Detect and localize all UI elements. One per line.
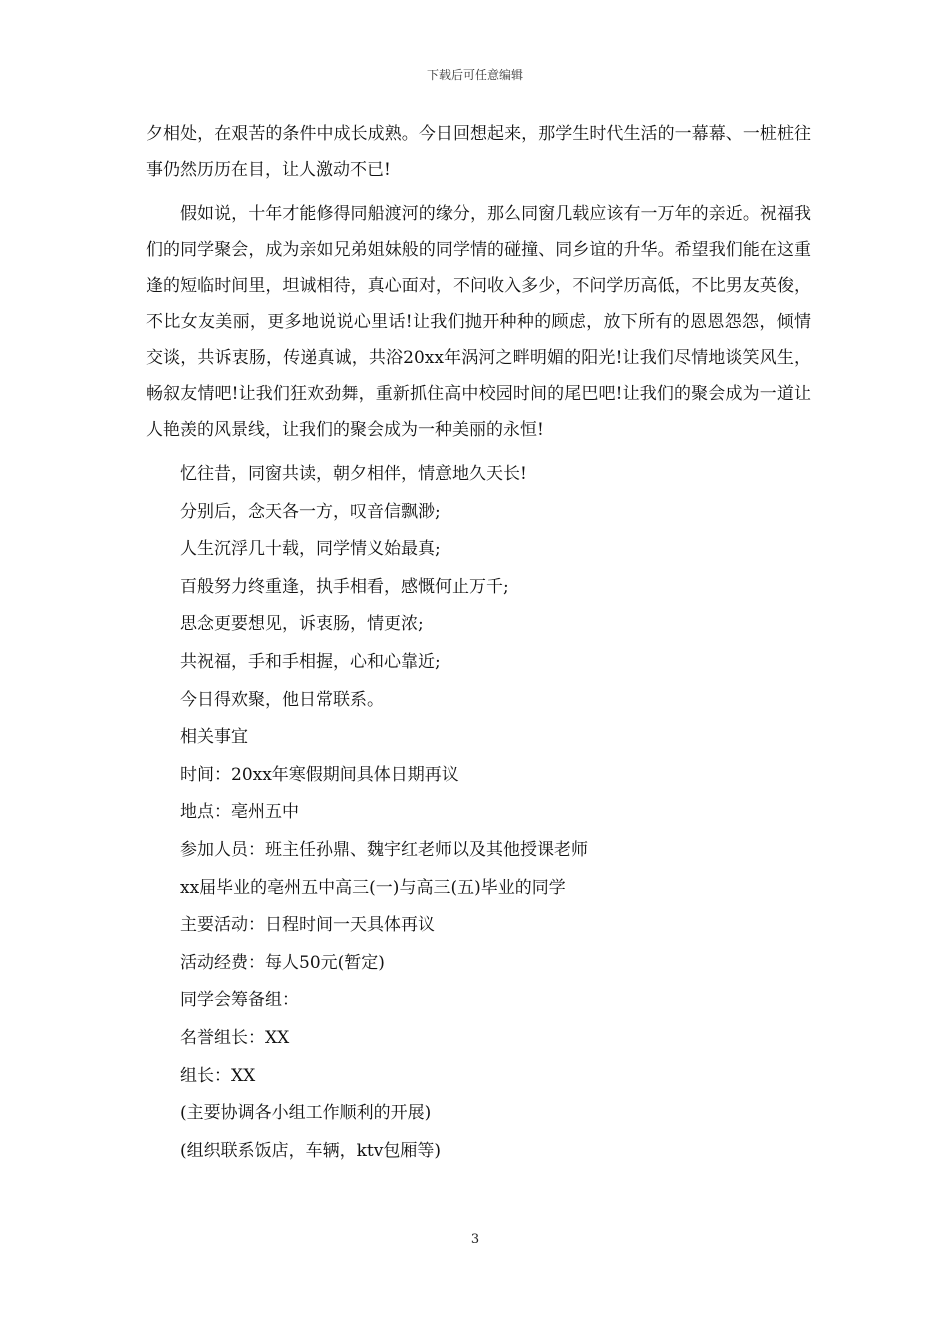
detail-activities: 主要活动：日程时间一天具体再议 xyxy=(180,915,435,936)
detail-leader-tasks: (组织联系饭店，车辆，ktv包厢等) xyxy=(180,1140,442,1161)
detail-participants-classes: xx届毕业的亳州五中高三(一)与高三(五)毕业的同学 xyxy=(180,877,566,898)
page-number: 3 xyxy=(470,1232,480,1247)
detail-leader-duty: (主要协调各小组工作顺利的开展) xyxy=(180,1103,432,1124)
poem-line: 共祝福，手和手相握，心和心靠近; xyxy=(180,651,441,672)
poem-line: 分别后，念天各一方，叹音信飘渺; xyxy=(180,501,441,522)
poem-line: 今日得欢聚，他日常联系。 xyxy=(180,689,384,710)
detail-participants: 参加人员：班主任孙鼎、魏宇红老师以及其他授课老师 xyxy=(180,839,588,860)
page-header: 下载后可任意编辑 xyxy=(426,68,523,82)
detail-committee: 同学会筹备组： xyxy=(180,990,299,1011)
poem-line: 思念更要想见，诉衷肠，情更浓; xyxy=(180,614,424,635)
detail-honorary-leader: 名誉组长：XX xyxy=(180,1027,290,1048)
poem-line: 忆往昔，同窗共读，朝夕相伴，情意地久天长! xyxy=(180,464,527,484)
detail-time: 时间：20xx年寒假期间具体日期再议 xyxy=(180,764,459,785)
section-heading: 相关事宜 xyxy=(180,727,248,748)
paragraph-blessing: 假如说，十年才能修得同船渡河的缘分，那么同窗几载应该有一万年的亲近。祝福我们的同学聚会，成为亲如兄弟姐妹般的同学情的碰撞、同乡谊的升华。希望我们能在这重逢的短临时间里，坦诚相待，真心面对，不问收入多少，不问学历高低，不比男友英俊，不比女友美丽，更多地说说心里话!让我们抛开种种的顾虑，放下所有的恩恩怨怨，倾情交谈，共诉衷肠，传递真诚，共浴20xx年涡河之畔明媚的阳光!让我们尽情地谈笑风生，畅叙友情吧!让我们狂欢劲舞，重新抓住高中校园时间的尾巴吧!让我们的聚会成为一道让人艳羡的风景线，让我们的聚会成为一种美丽的永恒! xyxy=(146,204,811,440)
detail-location: 地点：亳州五中 xyxy=(180,802,299,823)
poem-line: 人生沉浮几十载，同学情义始最真; xyxy=(180,539,441,560)
poem-line: 百般努力终重逢，执手相看，感慨何止万千; xyxy=(180,576,509,597)
detail-leader: 组长：XX xyxy=(180,1065,256,1086)
detail-fee: 活动经费：每人50元(暂定) xyxy=(180,952,385,973)
document-body xyxy=(146,116,811,1170)
paragraph-memories: 夕相处，在艰苦的条件中成长成熟。今日回想起来，那学生时代生活的一幕幕、一桩桩往事仍然历历在目，让人激动不已! xyxy=(146,124,811,180)
